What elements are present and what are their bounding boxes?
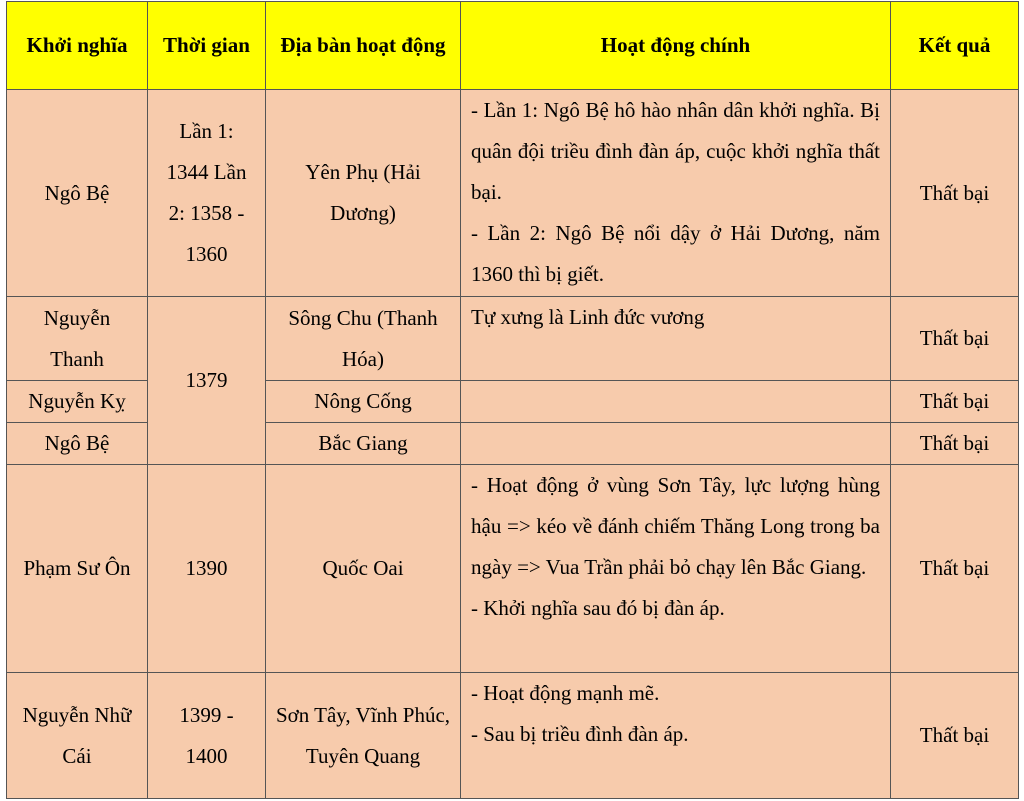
uprising-name: Nguyễn Kỵ (7, 381, 148, 423)
uprising-result: Thất bại (891, 423, 1019, 465)
uprising-activities (461, 423, 891, 465)
uprising-activities (461, 465, 891, 673)
activity-line: - Hoạt động mạnh mẽ. (471, 681, 660, 705)
uprising-location: Quốc Oai (266, 465, 461, 673)
header-activities: Hoạt động chính (461, 2, 891, 90)
table-row (7, 90, 1019, 297)
uprising-time: 1390 (148, 465, 266, 673)
table-row (7, 673, 1019, 799)
activity-line: - Lần 2: Ngô Bệ nổi dậy ở Hải Dương, năm 1360 thì bị giết. (471, 221, 880, 286)
uprising-location: Sơn Tây, Vĩnh Phúc, Tuyên Quang (266, 673, 461, 799)
uprising-activities (461, 673, 891, 799)
activity-line: - Lần 1: Ngô Bệ hô hào nhân dân khởi nghĩa. Bị quân đội triều đình đàn áp, cuộc khởi nghĩa thất bại. (471, 98, 880, 204)
uprising-result: Thất bại (891, 381, 1019, 423)
uprising-location: Bắc Giang (266, 423, 461, 465)
uprising-result: Thất bại (891, 297, 1019, 381)
activity-line: - Sau bị triều đình đàn áp. (471, 722, 689, 746)
uprising-location: Yên Phụ (Hải Dương) (266, 90, 461, 297)
uprising-time: 1399 - 1400 (148, 673, 266, 799)
header-time: Thời gian (148, 2, 266, 90)
uprising-name: Phạm Sư Ôn (7, 465, 148, 673)
uprising-name: Ngô Bệ (7, 423, 148, 465)
uprisings-table (6, 1, 1019, 799)
activity-line: Tự xưng là Linh đức vương (471, 305, 705, 329)
uprising-location: Nông Cống (266, 381, 461, 423)
table-row (7, 297, 1019, 381)
uprising-location: Sông Chu (Thanh Hóa) (266, 297, 461, 381)
header-uprising: Khởi nghĩa (7, 2, 148, 90)
uprising-name: Nguyễn Thanh (7, 297, 148, 381)
header-result: Kết quả (891, 2, 1019, 90)
uprising-result: Thất bại (891, 673, 1019, 799)
uprising-name: Ngô Bệ (7, 90, 148, 297)
header-location: Địa bàn hoạt động (266, 2, 461, 90)
uprising-time: Lần 1: 1344 Lần 2: 1358 - 1360 (148, 90, 266, 297)
uprising-activities (461, 381, 891, 423)
uprising-result: Thất bại (891, 90, 1019, 297)
uprising-result: Thất bại (891, 465, 1019, 673)
table-row (7, 465, 1019, 673)
activity-line: - Khởi nghĩa sau đó bị đàn áp. (471, 596, 725, 620)
header-row (7, 2, 1019, 90)
uprising-name: Nguyễn Nhữ Cái (7, 673, 148, 799)
activity-line: - Hoạt động ở vùng Sơn Tây, lực lượng hùng hậu => kéo về đánh chiếm Thăng Long trong ba ngày => Vua Trần phải bỏ chạy lên Bắc Giang. (471, 473, 880, 579)
uprising-activities (461, 90, 891, 297)
uprising-time: 1379 (148, 297, 266, 465)
uprising-activities (461, 297, 891, 381)
